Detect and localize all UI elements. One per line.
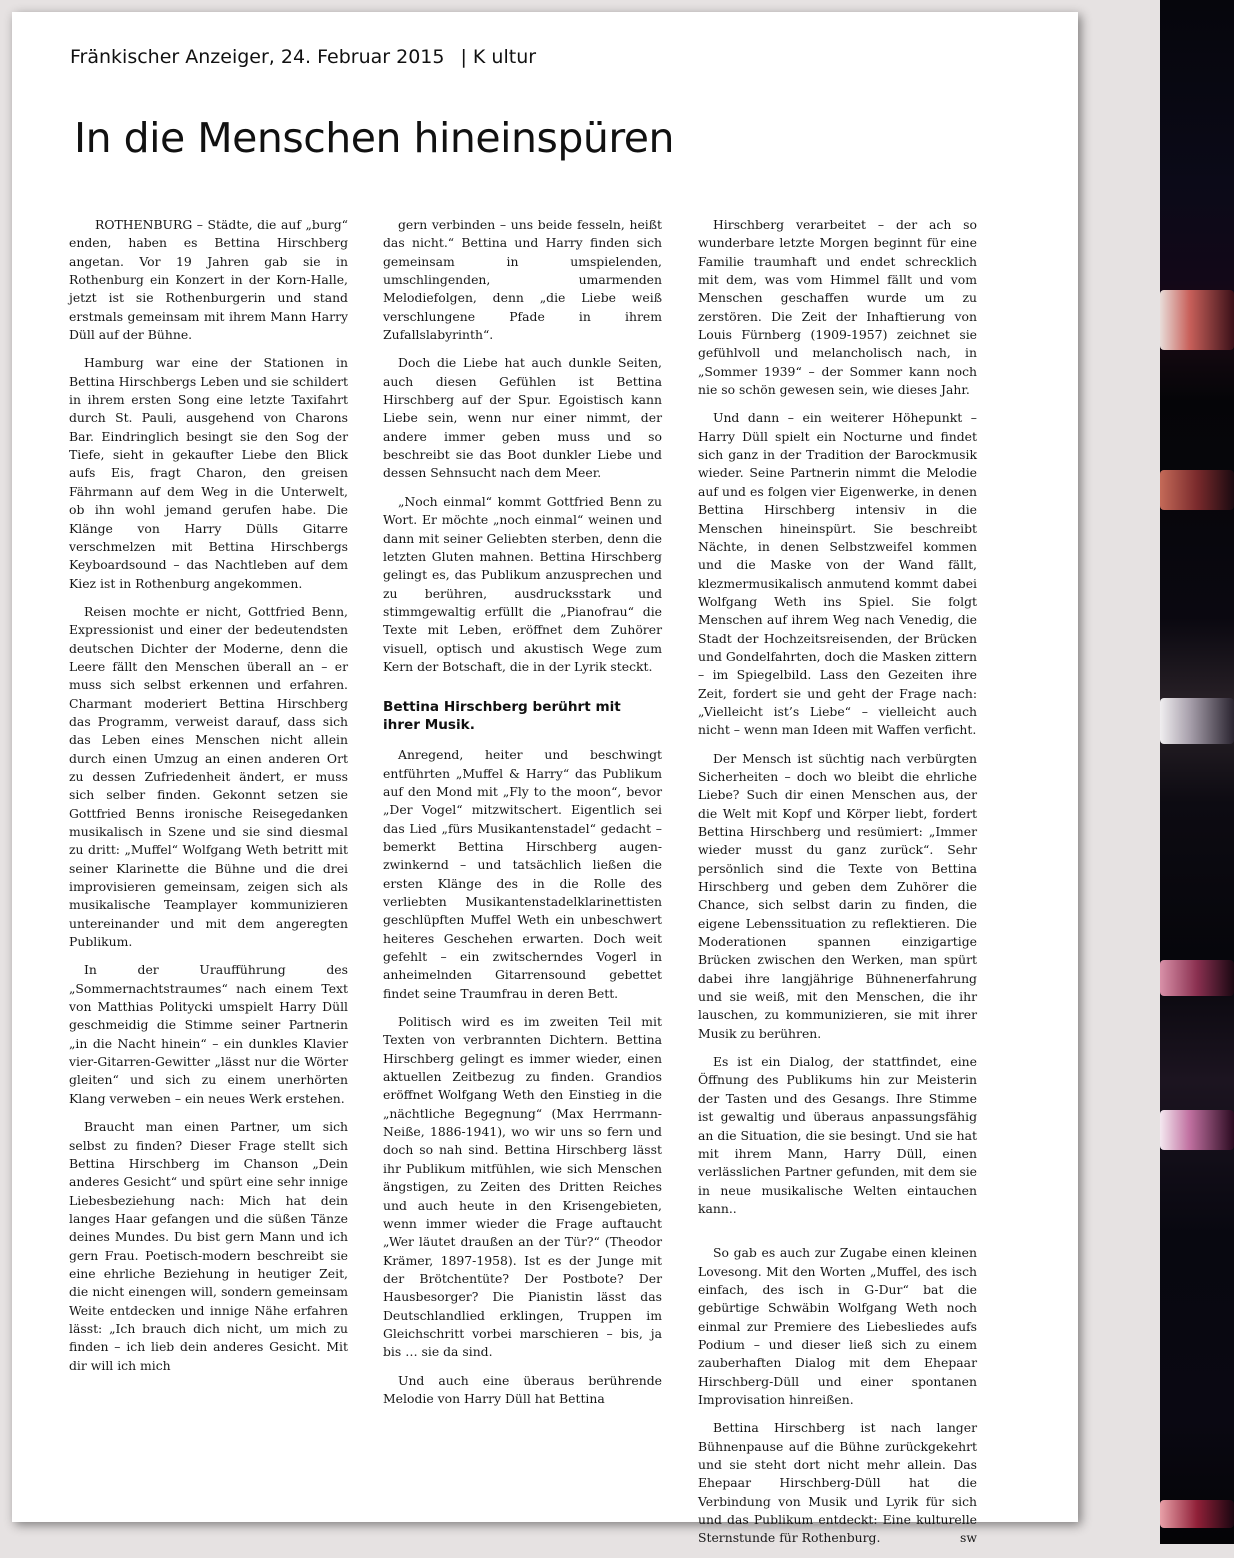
- paragraph: Und dann – ein weiterer Höhepunkt – Harry Düll spielt ein Nocturne und findet sich ganz in der Tradition der Barockmusik wieder. Seine Partnerin nimmt die Melodie auf und es folgen vier Eigenwerke, in denen Bettina Hirschberg intensiv in die Menschen hineinspürt. Sie beschreibt Nächte, in denen Selbstzweifel kommen und die Maske von der Wand fällt, klezmermusikalisch anmutend kommt dabei Wolfgang Weth ins Spiel. Sie folgt Menschen auf ihrem Weg nach Venedig, die Stadt der Hochzeitsreisenden, der Brücken und Gondelfahrten, doch die Masken zittern – im Spiegelbild. Lass den Gezeiten ihre Zeit, fordert sie und geht der Frage nach: „Vielleicht ist’s Liebe“ – vielleicht auch nicht – wenn man Ideen mit Waffen verficht.: [698, 410, 977, 738]
- background-photo-strip: [1160, 0, 1234, 1544]
- publication-header: [70, 46, 536, 68]
- paragraph: So gab es auch zur Zugabe einen kleinen Lovesong. Mit den Worten „Muffel, des isch einfach, des isch in G-Dur“ bat die gebürtige Schwäbin Wolfgang Weth noch einmal zur Premiere des Liebesliedes aufs Podium – und dieser ließ sich zu einem zauberhaften Dialog mit dem Ehepaar Hirschberg-Düll und einer spontanen Improvisation hinreißen.: [698, 1245, 977, 1407]
- paragraph: gern verbinden – uns beide fesseln, heißt das nicht.“ Bettina und Harry finden sich gemeinsam in umspielenden, umschlingenden, umarmenden Melodiefolgen, denn „die Liebe weiß verschlungene Pfade in ihrem Zufallslabyrinth“.: [383, 217, 662, 343]
- paragraph: Reisen mochte er nicht, Gottfried Benn, Expressionist und einer der bedeutendsten deutschen Dichter der Moderne, denn die Leere fällt den Menschen überall an – er muss sich selbst erkennen und erfahren. Charmant moderiert Bettina Hirschberg das Programm, verweist darauf, dass sich das Leben eines Menschen nicht allein durch einen Umzug an einen anderen Ort zu dessen Zufriedenheit ändert, er muss sich selber finden. Gekonnt setzen sie Gottfried Benns ironische Reisegedanken musikalisch in Szene und sie sind diesmal zu dritt: „Muffel“ Wolfgang Weth betritt mit seiner Klarinette die Bühne und die drei improvisieren gemeinsam, zeigen sich als musikalische Teamplayer kommunizieren untereinander und mit dem angeregten Publikum.: [69, 603, 348, 950]
- paragraph: „Noch einmal“ kommt Gottfried Benn zu Wort. Er möchte „noch einmal“ weinen und dann mit seiner Geliebten sterben, denn die letzten Gluten mahnen. Bettina Hirschberg gelingt es, das Publikum anzusprechen und zu berühren, ausdrucksstark und stimmgewaltig erfüllt die „Pianofrau“ die Texte mit Leben, eröffnet dem Zuhörer visuell, optisch und akustisch Wege zum Kern der Botschaft, die in der Lyrik steckt.: [383, 493, 662, 674]
- light-streak: [1160, 470, 1234, 510]
- light-streak: [1160, 1500, 1234, 1528]
- light-streak: [1160, 960, 1234, 996]
- paragraph-text: Bettina Hirschberg ist nach langer Bühnenpause auf die Bühne zurückgekehrt und sie steht dort nicht mehr allein. Das Ehepaar Hirschberg-Düll hat die Verbindung von Musik und Lyrik für sich und das Publikum entdeckt: Eine kulturelle Sternstunde für Rothenburg.: [698, 1420, 977, 1546]
- light-streak: [1160, 698, 1234, 744]
- newspaper-page: [12, 12, 1078, 1546]
- article-column-1: [69, 216, 348, 1385]
- article-headline: In die Menschen hineinspüren: [74, 114, 674, 162]
- paragraph: Politisch wird es im zweiten Teil mit Texten von verbrannten Dichtern. Bettina Hirschberg gelingt es immer wieder, einen aktuellen Zeitbezug zu finden. Grandios eröffnet Wolfgang Weth den Einstieg in die „nächtliche Begegnung“ (Max Herrmann-Neiße, 1886-1941), wo wir uns so fern und doch so nah sind. Bettina Hirschberg lässt ihr Publikum mitfühlen, wie sich Menschen ängstigen, zu Zeiten des Dritten Reiches und auch heute in den Krisengebieten, wenn immer wieder die Frage auftaucht „Wer läutet draußen an der Tür?“ (Theodor Krämer, 1897-1958). Ist es der Junge mit der Brötchentüte? Der Postbote? Der Hausbesorger? Die Pianistin lässt das Deutschlandlied erklingen, Truppen im Gleichschritt vorbei marschieren – bis, ja bis … sie da sind.: [383, 1014, 662, 1360]
- light-streak: [1160, 1110, 1234, 1150]
- author-signoff: sw: [960, 1530, 977, 1546]
- paragraph: Der Mensch ist süchtig nach verbürgten Sicherheiten – doch wo bleibt die ehrliche Liebe? Such dir einen Menschen aus, der die Welt mit Kopf und Körper liebt, fordert Bettina Hirschberg und resümiert: „Immer wieder musst du ganz zurück“. Sehr persönlich sind die Texte von Bettina Hirschberg und geben dem Zuhörer die Chance, sich selbst darin zu finden, die eigene Lebenssituation zu reflektieren. Die Moderationen spannen einzigartige Brücken zwischen den Werken, man spürt dabei ihre langjährige Bühnenerfahrung und sie weiß, mit den Menschen, die ihr lauschen, zu kommunizieren, sie mit ihrer Musik zu berühren.: [698, 750, 977, 1041]
- paragraph: Hirschberg verarbeitet – der ach so wunderbare letzte Morgen beginnt für eine Familie traumhaft und endet schrecklich mit dem, was vom Himmel fällt und vom Menschen geschaffen wurde um zu zerstören. Die Zeit der Inhaftierung von Louis Fürnberg (1909-1957) zeichnet sie gefühlvoll und melancholisch nach, in „Sommer 1939“ – der Sommer kann noch nie so schön gewesen sein, wie dieses Jahr.: [698, 217, 977, 398]
- section-label: | K ultur: [460, 46, 537, 68]
- light-streak: [1160, 290, 1234, 350]
- paragraph: In der Uraufführung des „Sommernachtstraumes“ nach einem Text von Matthias Politycki umspielt Harry Düll geschmeidig die Stimme seiner Partnerin „in die Nacht hinein“ – ein dunkles Klavier vier-Gitarren-Gewitter „lässt nur die Wörter gleiten“ und sich zu einem unerhörten Klang verweben – ein neues Werk erstehen.: [69, 962, 348, 1106]
- paragraph: Anregend, heiter und beschwingt entführten „Muffel & Harry“ das Publikum auf den Mond mit „Fly to the moon“, bevor „Der Vogel“ mitzwitschert. Eigentlich sei das Lied „fürs Musikantenstadel“ gedacht – bemerkt Bettina Hirschberg augen-zwinkernd – und tatsächlich ließen die ersten Klänge des in die Rolle des verliebten Musikantenstadelklarinettisten geschlüpften Muffel Weth ein unbeschwert heiteres Geschehen erwarten. Doch weit gefehlt – ein zwitscherndes Vogerl in anheimelnden Gitarrensound gebettet findet seine Traumfrau in deren Bett.: [383, 747, 662, 1001]
- paragraph: Es ist ein Dialog, der stattfindet, eine Öffnung des Publikums hin zur Meisterin der Tasten und des Gesangs. Ihre Stimme ist gewaltig und überaus anpassungsfähig an die Situation, die sie besingt. Und sie hat mit ihrem Mann, Harry Düll, einen verlässlichen Partner gefunden, mit dem sie in neue musikalische Welten eintauchen kann..: [698, 1054, 977, 1216]
- publication-date: Fränkischer Anzeiger, 24. Februar 2015: [70, 46, 445, 68]
- article-column-3: [698, 216, 977, 1558]
- article-subheading: Bettina Hirschberg berührt mit ihrer Musik.: [383, 699, 621, 734]
- paragraph: Und auch eine überaus berührende Melodie von Harry Düll hat Bettina: [383, 1372, 662, 1406]
- paragraph: Doch die Liebe hat auch dunkle Seiten, auch diesen Gefühlen ist Bettina Hirschberg auf der Spur. Egoistisch kann Liebe sein, wenn nur einer nimmt, der andere immer geben muss und so beschreibt sie das Boot dunkler Liebe und dessen Sehnsucht nach dem Meer.: [383, 355, 662, 481]
- paragraph: ROTHENBURG – Städte, die auf „burg“ enden, haben es Bettina Hirschberg angetan. Vor 19 Jahren gab sie in Rothenburg ein Konzert in der Korn-Halle, jetzt ist sie Rothenburgerin und stand erstmals gemeinsam mit ihrem Mann Harry Düll auf der Bühne.: [69, 217, 348, 343]
- paragraph: Braucht man einen Partner, um sich selbst zu finden? Dieser Frage stellt sich Bettina Hirschberg im Chanson „Dein anderes Gesicht“ und spürt eine sehr innige Liebesbeziehung nach: Mich hat dein langes Haar gefangen und die süßen Tänze deines Mundes. Du bist gern Mann und ich gern Frau. Poetisch-modern beschreibt sie eine ehrliche Beziehung in heutiger Zeit, die nicht einengen will, sondern gemeinsam Weite entdecken und innige Nähe erfahren lässt: „Ich brauch dich nicht, um mich zu finden – ich lieb dein anderes Gesicht. Mit dir will ich mich: [69, 1119, 348, 1373]
- article-column-2: [383, 216, 662, 1418]
- paragraph: [698, 1419, 977, 1547]
- paragraph: Hamburg war eine der Stationen in Bettina Hirschbergs Leben und sie schildert in ihrem ersten Song eine letzte Taxifahrt durch St. Pauli, ausgehend von Charons Bar. Eindringlich besingt sie den Sog der Tiefe, sieht in gekaufter Liebe den Blick aufs Eis, fragt Charon, den greisen Fährmann auf dem Weg in die Unterwelt, ob ihn wohl jemand gerufen habe. Die Klänge von Harry Dülls Gitarre verschmelzen mit Bettina Hirschbergs Keyboardsound – das Nachtleben auf dem Kiez ist in Rothenburg angekommen.: [69, 355, 348, 591]
